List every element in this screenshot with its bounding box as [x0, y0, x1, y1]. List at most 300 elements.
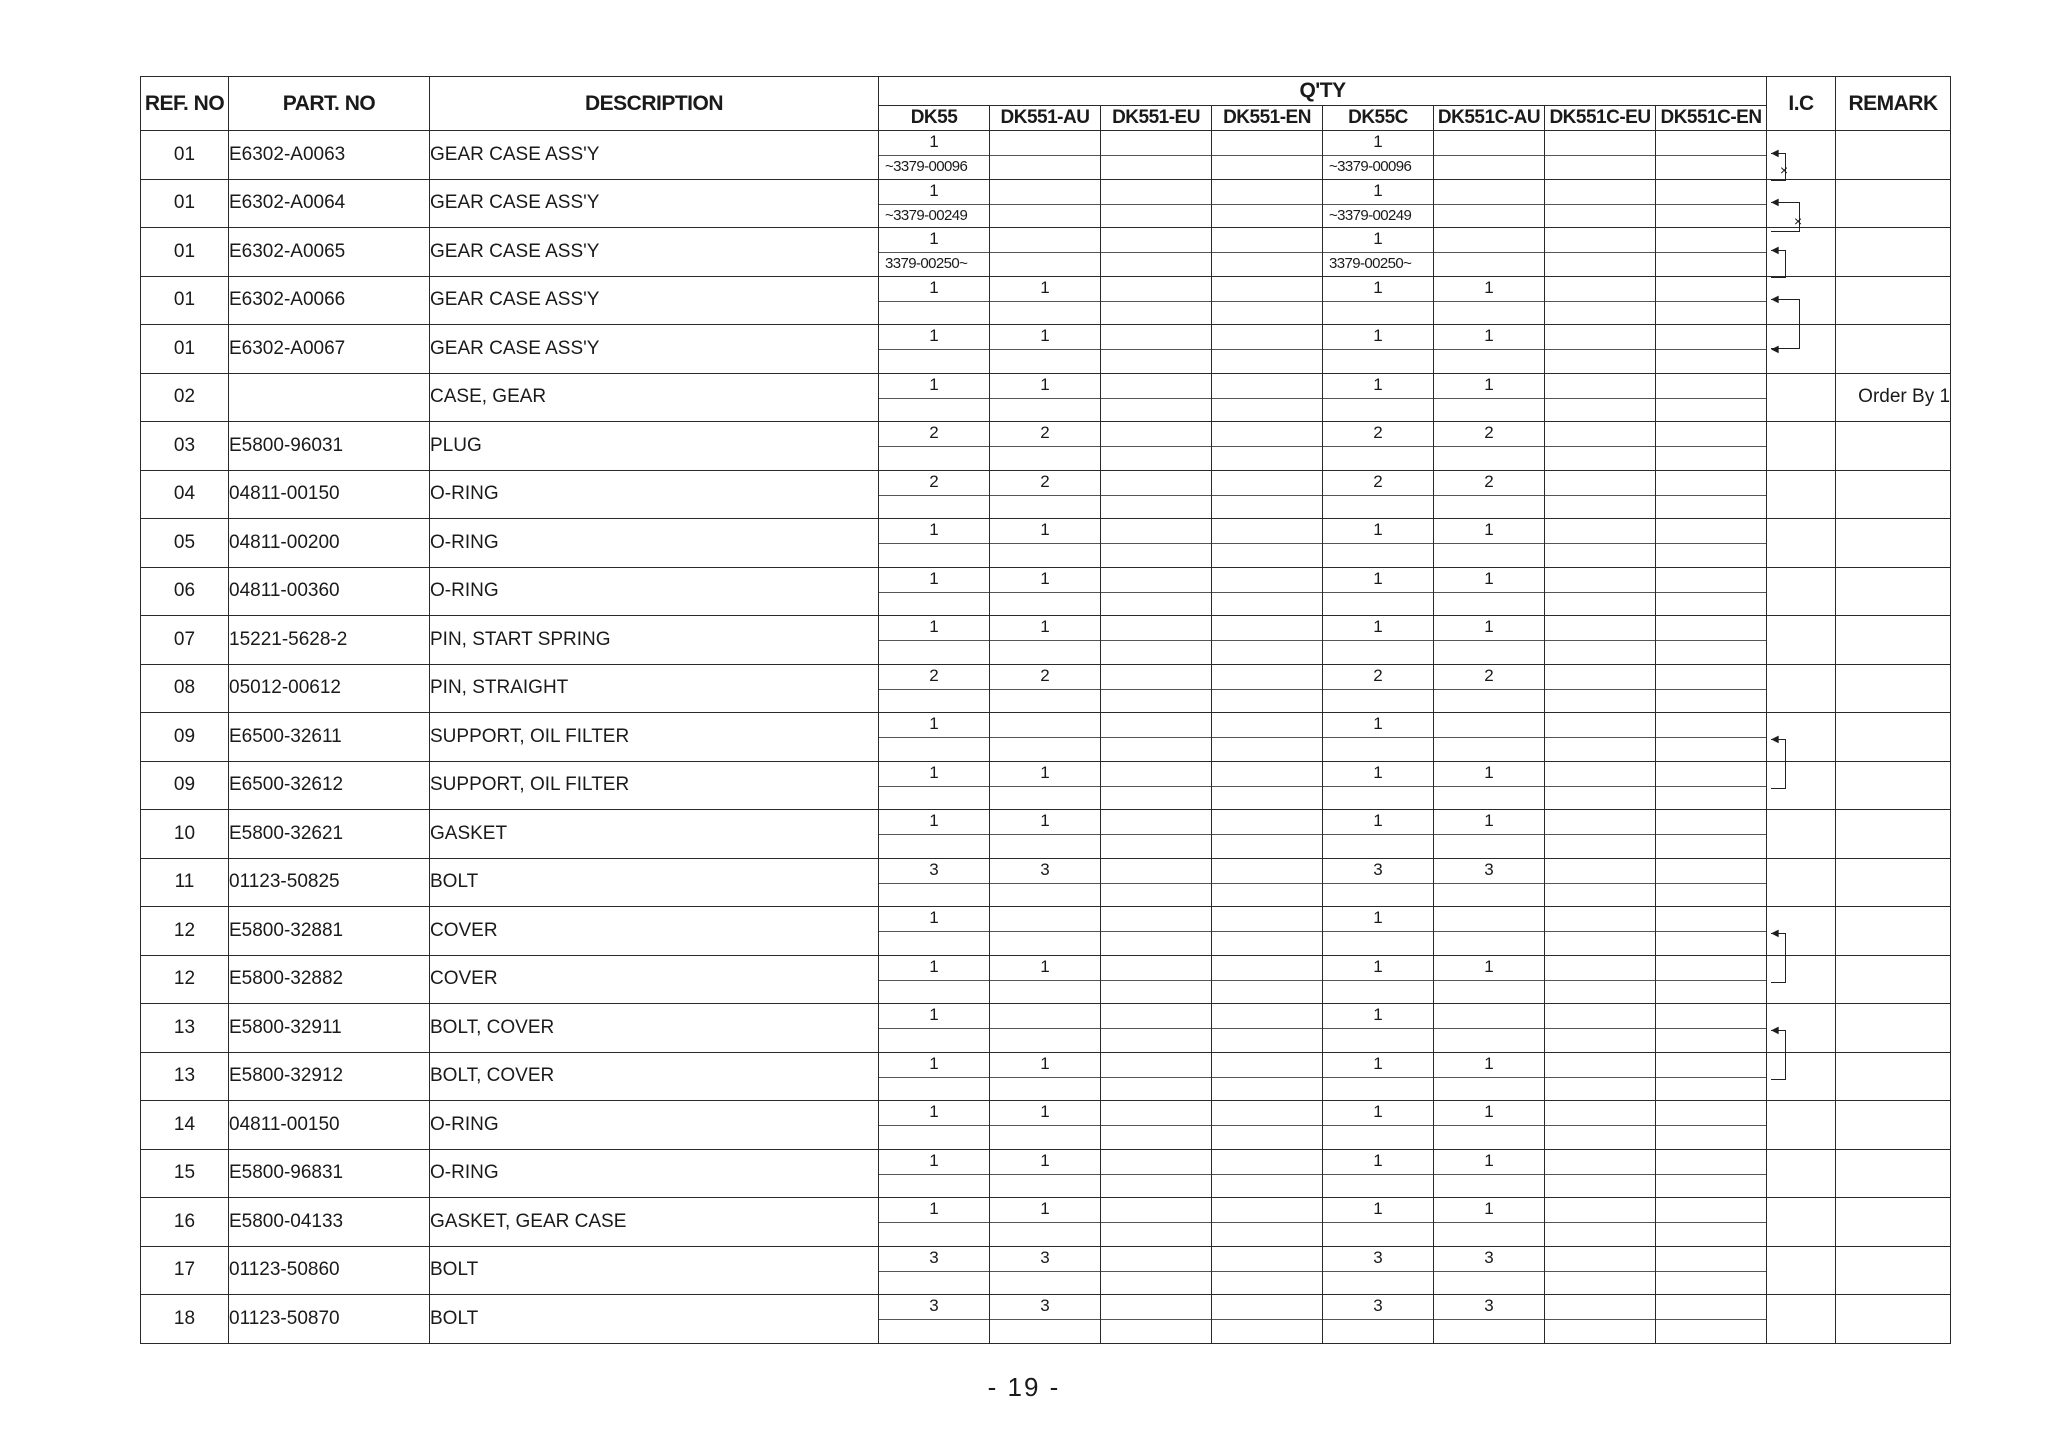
qty-cell [990, 131, 1101, 180]
qty-cell [879, 1198, 990, 1247]
qty-value: 1 [1040, 1102, 1050, 1121]
description-cell: COVER [430, 907, 879, 956]
ic-cell [1767, 1149, 1836, 1198]
description-cell: BOLT, COVER [430, 1052, 879, 1101]
qty-value: 2 [1484, 665, 1494, 685]
ref-no-cell: 15 [141, 1149, 229, 1198]
ic-cell [1767, 1004, 1836, 1053]
qty-value: 1 [929, 180, 939, 200]
description-cell: BOLT, COVER [430, 1004, 879, 1053]
qty-value: 1 [929, 617, 939, 636]
description-cell: CASE, GEAR [430, 373, 879, 422]
qty-cell [1323, 519, 1434, 568]
qty-value: 1 [1373, 1005, 1383, 1024]
table-row [141, 858, 1951, 907]
qty-cell [1656, 276, 1767, 325]
ref-no-cell: 09 [141, 713, 229, 762]
qty-value: 1 [1484, 1199, 1494, 1218]
part-no-cell: E6302-A0063 [229, 131, 430, 180]
qty-value: 1 [929, 714, 939, 733]
arrow-left-icon: ◀ [1771, 245, 1779, 256]
ic-cell [1767, 713, 1836, 762]
qty-cell [1545, 955, 1656, 1004]
qty-cell [1101, 422, 1212, 471]
qty-cell [1434, 1149, 1545, 1198]
table-row [141, 1101, 1951, 1150]
qty-cell [1212, 228, 1323, 277]
table-row [141, 131, 1951, 180]
qty-value: 3 [1040, 859, 1050, 879]
table-row [141, 1246, 1951, 1295]
remark-cell [1836, 567, 1951, 616]
remark-cell [1836, 276, 1951, 325]
qty-cell [1212, 325, 1323, 374]
qty-cell [1434, 325, 1545, 374]
qty-value: 1 [1040, 568, 1050, 588]
remark-cell [1836, 907, 1951, 956]
part-no-cell: 04811-00150 [229, 1101, 430, 1150]
qty-cell [1323, 907, 1434, 956]
qty-cell [1212, 179, 1323, 228]
qty-cell [1101, 373, 1212, 422]
qty-cell [1545, 858, 1656, 907]
qty-value: 1 [1373, 956, 1383, 976]
qty-cell [1212, 1004, 1323, 1053]
qty-cell [1545, 179, 1656, 228]
qty-cell [1434, 858, 1545, 907]
qty-cell [1434, 422, 1545, 471]
qty-cell [879, 1295, 990, 1344]
ref-no-cell: 03 [141, 422, 229, 471]
qty-cell [1434, 276, 1545, 325]
qty-cell [1212, 664, 1323, 713]
ref-no-cell: 02 [141, 373, 229, 422]
qty-cell [1101, 713, 1212, 762]
arrow-left-icon: ◀ [1771, 293, 1779, 305]
qty-value: 3 [929, 1247, 939, 1267]
part-no-cell: E6302-A0067 [229, 325, 430, 374]
qty-cell [1101, 228, 1212, 277]
ic-cell [1767, 179, 1836, 228]
qty-cell [879, 1246, 990, 1295]
ref-no-cell: 01 [141, 276, 229, 325]
qty-cell [1545, 1295, 1656, 1344]
qty-cell [1101, 664, 1212, 713]
qty-cell [1212, 761, 1323, 810]
qty-cell [1434, 713, 1545, 762]
qty-cell [1434, 567, 1545, 616]
qty-value: 2 [929, 665, 939, 685]
qty-cell [990, 761, 1101, 810]
qty-cell [1323, 422, 1434, 471]
ref-no-cell: 07 [141, 616, 229, 665]
qty-cell [1434, 228, 1545, 277]
description-cell: COVER [430, 955, 879, 1004]
qty-cell [1323, 325, 1434, 374]
ref-no-cell: 01 [141, 325, 229, 374]
description-cell: PLUG [430, 422, 879, 471]
table-row [141, 713, 1951, 762]
table-row [141, 422, 1951, 471]
qty-cell [1323, 1198, 1434, 1247]
remark-cell [1836, 131, 1951, 180]
qty-value: 1 [1373, 1053, 1383, 1073]
header-ic: I.C [1767, 77, 1836, 131]
qty-cell [879, 664, 990, 713]
qty-cell [1656, 519, 1767, 568]
qty-cell [990, 276, 1101, 325]
description-cell: GEAR CASE ASS'Y [430, 325, 879, 374]
qty-cell [1212, 276, 1323, 325]
qty-cell [1323, 470, 1434, 519]
qty-cell [1212, 713, 1323, 762]
qty-cell [879, 276, 990, 325]
table-row [141, 810, 1951, 859]
qty-cell [1545, 325, 1656, 374]
qty-cell [1323, 810, 1434, 859]
qty-value: 1 [1040, 811, 1050, 830]
part-no-cell: 01123-50870 [229, 1295, 430, 1344]
table-body [141, 131, 1951, 1344]
qty-cell [1101, 1246, 1212, 1295]
part-no-cell: E6302-A0066 [229, 276, 430, 325]
qty-value: 1 [1484, 617, 1494, 636]
not-interchangeable-icon: × [1780, 162, 1789, 178]
qty-cell [1545, 228, 1656, 277]
qty-value: 1 [1484, 1102, 1494, 1121]
remark-cell [1836, 1101, 1951, 1150]
ic-cell [1767, 470, 1836, 519]
qty-value: 1 [1373, 568, 1383, 588]
part-no-cell: E6302-A0064 [229, 179, 430, 228]
qty-value: 1 [929, 1005, 939, 1024]
qty-cell [879, 761, 990, 810]
remark-cell [1836, 1246, 1951, 1295]
qty-cell [1434, 519, 1545, 568]
qty-value: 1 [1373, 617, 1383, 636]
qty-value: 1 [1373, 277, 1383, 297]
qty-value: 1 [1040, 326, 1050, 345]
qty-value: 1 [929, 277, 939, 297]
qty-cell [1545, 470, 1656, 519]
qty-cell [1656, 1004, 1767, 1053]
qty-cell [1212, 616, 1323, 665]
qty-cell [1545, 1052, 1656, 1101]
ic-cell [1767, 1198, 1836, 1247]
qty-cell [990, 1101, 1101, 1150]
description-cell: O-RING [430, 470, 879, 519]
part-no-cell: E5800-32911 [229, 1004, 430, 1053]
qty-cell [1212, 810, 1323, 859]
interchange-bracket [1771, 250, 1786, 278]
qty-cell [1656, 131, 1767, 180]
qty-cell [1212, 567, 1323, 616]
qty-cell [1434, 664, 1545, 713]
remark-cell [1836, 713, 1951, 762]
qty-cell [1101, 1149, 1212, 1198]
remark-cell [1836, 664, 1951, 713]
qty-cell [1434, 616, 1545, 665]
table-row [141, 907, 1951, 956]
qty-cell [1434, 1246, 1545, 1295]
page-number: - 19 - [987, 1372, 1061, 1402]
ic-cell [1767, 325, 1836, 374]
table-row [141, 955, 1951, 1004]
part-no-cell: E5800-32621 [229, 810, 430, 859]
qty-value: 3 [1373, 1296, 1383, 1315]
qty-cell [1323, 616, 1434, 665]
qty-value: 1 [1373, 762, 1383, 782]
table-row [141, 1149, 1951, 1198]
remark-cell [1836, 470, 1951, 519]
qty-value: 3 [1484, 1296, 1494, 1315]
qty-cell [1323, 276, 1434, 325]
qty-cell [1101, 907, 1212, 956]
qty-value: 1 [1040, 762, 1050, 782]
ref-no-cell: 05 [141, 519, 229, 568]
qty-cell [1656, 179, 1767, 228]
qty-cell [879, 228, 990, 277]
header-model: DK551C-EN [1656, 106, 1767, 131]
qty-cell [990, 1246, 1101, 1295]
remark-cell [1836, 1004, 1951, 1053]
qty-value: 1 [1040, 374, 1050, 394]
ref-no-cell: 14 [141, 1101, 229, 1150]
qty-cell [1656, 470, 1767, 519]
remark-cell [1836, 179, 1951, 228]
qty-cell [990, 567, 1101, 616]
description-cell: GEAR CASE ASS'Y [430, 131, 879, 180]
header-description: DESCRIPTION [430, 77, 879, 131]
arrow-left-icon: ◀ [1771, 148, 1779, 159]
table-row [141, 228, 1951, 277]
serial-range: ~3379-00096 [885, 158, 968, 175]
qty-cell [1545, 1004, 1656, 1053]
description-cell: PIN, START SPRING [430, 616, 879, 665]
ic-cell [1767, 858, 1836, 907]
qty-cell [1545, 713, 1656, 762]
qty-cell [1434, 1295, 1545, 1344]
ref-no-cell: 06 [141, 567, 229, 616]
qty-cell [1545, 1198, 1656, 1247]
qty-cell [1434, 131, 1545, 180]
qty-value: 2 [1040, 423, 1050, 442]
qty-cell [1323, 228, 1434, 277]
remark-cell [1836, 810, 1951, 859]
qty-cell [1656, 1101, 1767, 1150]
qty-cell [1101, 810, 1212, 859]
qty-value: 1 [1484, 811, 1494, 830]
qty-value: 2 [1484, 423, 1494, 442]
qty-cell [1323, 955, 1434, 1004]
header-remark: REMARK [1836, 77, 1951, 131]
qty-cell [1212, 1295, 1323, 1344]
qty-cell [1323, 1052, 1434, 1101]
qty-cell [1101, 567, 1212, 616]
description-cell: O-RING [430, 1101, 879, 1150]
table-row [141, 664, 1951, 713]
ref-no-cell: 17 [141, 1246, 229, 1295]
header-model: DK551-AU [990, 106, 1101, 131]
qty-cell [990, 179, 1101, 228]
part-no-cell: 04811-00150 [229, 470, 430, 519]
qty-cell [1434, 907, 1545, 956]
remark-cell [1836, 955, 1951, 1004]
qty-value: 1 [1373, 1102, 1383, 1121]
qty-cell [1212, 519, 1323, 568]
qty-value: 1 [1373, 520, 1383, 539]
qty-cell [1656, 1052, 1767, 1101]
part-no-cell: 15221-5628-2 [229, 616, 430, 665]
qty-value: 1 [1373, 1150, 1383, 1170]
qty-cell [990, 1004, 1101, 1053]
ref-no-cell: 12 [141, 907, 229, 956]
qty-value: 1 [1484, 568, 1494, 588]
qty-cell [1101, 761, 1212, 810]
part-no-cell: E5800-96031 [229, 422, 430, 471]
part-no-cell [229, 373, 430, 422]
qty-cell [1545, 1149, 1656, 1198]
table-row [141, 761, 1951, 810]
qty-cell [1212, 1101, 1323, 1150]
header-model: DK551-EU [1101, 106, 1212, 131]
header-part-no: PART. NO [229, 77, 430, 131]
part-no-cell: E5800-32912 [229, 1052, 430, 1101]
header-ref-no: REF. NO [141, 77, 229, 131]
qty-value: 1 [1373, 1199, 1383, 1218]
qty-cell [990, 373, 1101, 422]
qty-value: 1 [1040, 1199, 1050, 1218]
ref-no-cell: 13 [141, 1052, 229, 1101]
qty-cell [1656, 955, 1767, 1004]
qty-cell [1323, 858, 1434, 907]
qty-cell [1101, 131, 1212, 180]
qty-cell [1323, 713, 1434, 762]
qty-value: 1 [1484, 520, 1494, 539]
qty-cell [1323, 179, 1434, 228]
remark-cell [1836, 228, 1951, 277]
ic-cell [1767, 907, 1836, 956]
part-no-cell: E6500-32611 [229, 713, 430, 762]
qty-cell [879, 179, 990, 228]
qty-cell [879, 713, 990, 762]
qty-cell [879, 422, 990, 471]
qty-cell [1656, 907, 1767, 956]
description-cell: O-RING [430, 1149, 879, 1198]
qty-cell [1212, 131, 1323, 180]
qty-cell [1323, 373, 1434, 422]
table-header [141, 77, 1951, 131]
ic-cell [1767, 810, 1836, 859]
qty-cell [1545, 664, 1656, 713]
qty-value: 2 [1040, 471, 1050, 491]
qty-value: 1 [1373, 374, 1383, 394]
qty-cell [1545, 810, 1656, 859]
qty-cell [879, 567, 990, 616]
qty-cell [1101, 519, 1212, 568]
table-row [141, 276, 1951, 325]
qty-cell [1656, 1246, 1767, 1295]
qty-value: 1 [1484, 1150, 1494, 1170]
ic-cell [1767, 1295, 1836, 1344]
qty-cell [1101, 1052, 1212, 1101]
qty-value: 2 [1040, 665, 1050, 685]
qty-value: 1 [929, 568, 939, 588]
header-model: DK551C-AU [1434, 106, 1545, 131]
qty-cell [1101, 1198, 1212, 1247]
qty-value: 1 [929, 132, 939, 151]
qty-cell [1434, 810, 1545, 859]
qty-cell [990, 1052, 1101, 1101]
part-no-cell: 05012-00612 [229, 664, 430, 713]
qty-value: 1 [1373, 229, 1383, 248]
remark-cell [1836, 1295, 1951, 1344]
qty-cell [1101, 616, 1212, 665]
qty-cell [990, 955, 1101, 1004]
part-no-cell: E5800-32881 [229, 907, 430, 956]
qty-cell [1656, 228, 1767, 277]
description-cell: SUPPORT, OIL FILTER [430, 713, 879, 762]
qty-cell [1101, 1004, 1212, 1053]
part-no-cell: E5800-32882 [229, 955, 430, 1004]
part-no-cell: 04811-00200 [229, 519, 430, 568]
qty-value: 3 [1484, 1247, 1494, 1267]
qty-cell [1434, 761, 1545, 810]
remark-cell [1836, 519, 1951, 568]
arrow-left-icon: ◀ [1771, 1025, 1779, 1036]
ic-cell [1767, 955, 1836, 1004]
ic-cell [1767, 422, 1836, 471]
qty-cell [1212, 1198, 1323, 1247]
ref-no-cell: 18 [141, 1295, 229, 1344]
description-cell: BOLT [430, 858, 879, 907]
qty-value: 1 [929, 811, 939, 830]
qty-value: 1 [1040, 520, 1050, 539]
qty-value: 3 [1373, 859, 1383, 879]
qty-cell [1434, 1004, 1545, 1053]
qty-value: 3 [929, 859, 939, 879]
qty-value: 1 [929, 520, 939, 539]
qty-cell [879, 955, 990, 1004]
qty-cell [990, 713, 1101, 762]
serial-range: ~3379-00096 [1329, 158, 1412, 175]
qty-cell [1323, 1004, 1434, 1053]
qty-cell [879, 1101, 990, 1150]
qty-cell [990, 519, 1101, 568]
qty-cell [1656, 810, 1767, 859]
arrow-left-icon: ◀ [1771, 734, 1779, 745]
qty-cell [1656, 1149, 1767, 1198]
ic-cell [1767, 1246, 1836, 1295]
qty-cell [1101, 325, 1212, 374]
part-no-cell: 04811-00360 [229, 567, 430, 616]
qty-cell [990, 810, 1101, 859]
ic-cell [1767, 373, 1836, 422]
qty-value: 1 [929, 956, 939, 976]
qty-cell [879, 1052, 990, 1101]
qty-value: 1 [1484, 1053, 1494, 1073]
remark-cell [1836, 325, 1951, 374]
qty-value: 1 [929, 229, 939, 248]
remark-cell [1836, 858, 1951, 907]
remark-cell [1836, 1198, 1951, 1247]
ic-cell [1767, 1101, 1836, 1150]
qty-value: 1 [1484, 374, 1494, 394]
qty-cell [1545, 276, 1656, 325]
ref-no-cell: 08 [141, 664, 229, 713]
qty-value: 1 [1484, 277, 1494, 297]
table-row [141, 1052, 1951, 1101]
